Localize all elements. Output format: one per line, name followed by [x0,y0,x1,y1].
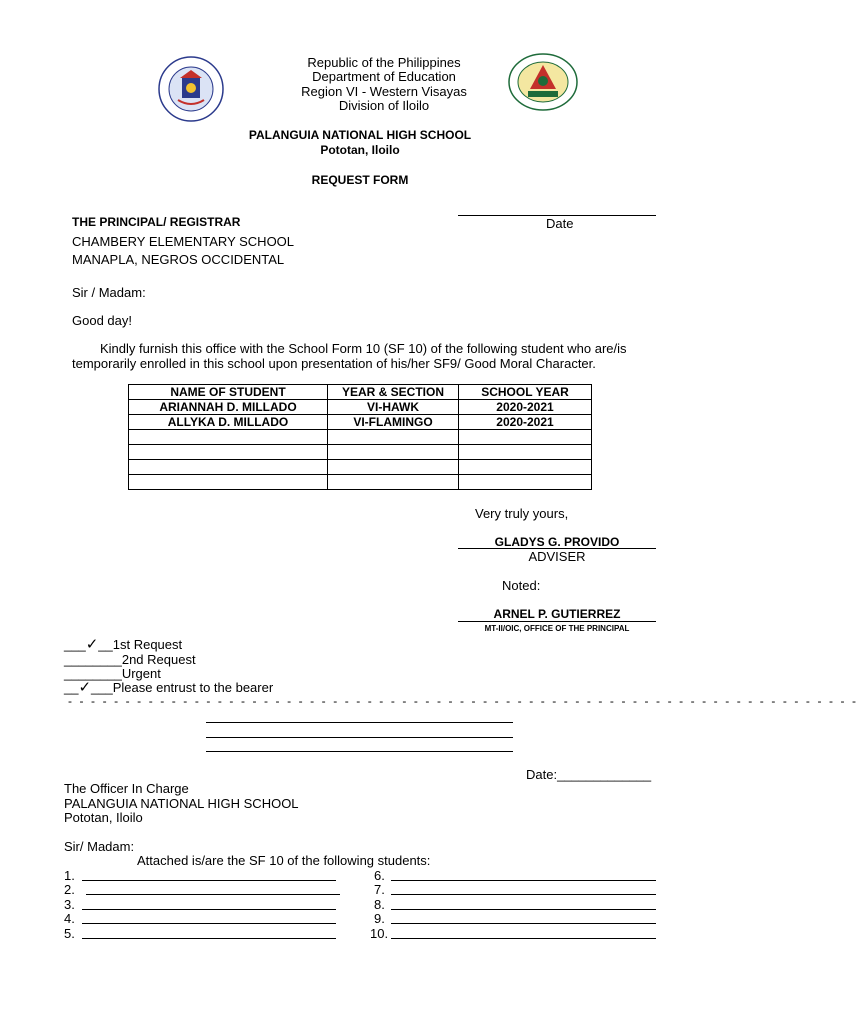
student-name-cell: ALLYKA D. MILLADO [129,415,328,430]
salutation: Sir / Madam: [72,285,146,300]
list-number: 5. [64,926,75,941]
table-row-empty[interactable] [129,475,592,490]
header-republic: Republic of the Philippines [307,55,461,70]
table-header-row [129,385,592,400]
principal-name: ARNEL P. GUTIERREZ [493,607,621,621]
table-row-empty[interactable] [129,445,592,460]
adviser-name: GLADYS G. PROVIDO [494,535,620,549]
addressee-school: CHAMBERY ELEMENTARY SCHOOL [72,234,295,249]
request-entrust-label: ___Please entrust to the bearer [91,680,274,695]
list-number: 9. [374,911,385,926]
student-entry-line[interactable] [82,909,336,910]
checkmark-icon: ✓ [85,635,99,653]
student-entry-line[interactable] [391,938,656,939]
request-second[interactable]: ________2nd Request [64,652,196,667]
student-table [128,384,592,490]
list-number: 1. [64,868,75,883]
adviser-title: ADVISER [528,549,586,564]
column-header-year-section: YEAR & SECTION [328,385,459,400]
request-urgent[interactable]: ________Urgent [64,666,161,681]
addressee-address: MANAPLA, NEGROS OCCIDENTAL [72,252,285,267]
list-number: 10. [370,926,389,941]
noted-label: Noted: [502,578,541,593]
column-header-school-year: SCHOOL YEAR [459,385,592,400]
principal-title: MT-II/OIC, OFFICE OF THE PRINCIPAL [484,624,630,633]
student-entry-line[interactable] [82,880,336,881]
list-number: 8. [374,897,385,912]
list-number: 4. [64,911,75,926]
column-header-name: NAME OF STUDENT [129,385,328,400]
student-entry-line[interactable] [391,923,656,924]
student-name-cell: ARIANNAH D. MILLADO [129,400,328,415]
request-entrust-bearer[interactable] [64,680,273,695]
header-school-name: PALANGUIA NATIONAL HIGH SCHOOL [248,128,472,142]
header-region: Region VI - Western Visayas [301,84,467,99]
reply-date-field[interactable]: Date:_____________ [526,767,652,782]
school-year-cell: 2020-2021 [459,415,592,430]
request-first[interactable] [64,637,182,652]
student-entry-line[interactable] [391,880,656,881]
table-row-empty[interactable] [129,430,592,445]
header-school-location: Pototan, Iloilo [320,143,400,157]
student-entry-line[interactable] [82,923,336,924]
list-number: 3. [64,897,75,912]
valediction: Very truly yours, [475,506,569,521]
year-section-cell: VI-HAWK [328,400,459,415]
date-label: Date [546,216,574,231]
request-entrust-blank: __ [64,680,79,695]
reply-attached-text: Attached is/are the SF 10 of the following students: [137,853,431,868]
year-section-cell: VI-FLAMINGO [328,415,459,430]
request-first-label: __1st Request [98,637,183,652]
table-row-empty[interactable] [129,460,592,475]
header-division: Division of Iloilo [338,98,430,113]
greeting: Good day! [72,313,132,328]
request-first-blank: ___ [64,637,86,652]
reply-officer: The Officer In Charge [64,781,189,796]
form-title: REQUEST FORM [311,173,409,187]
deped-seal-logo [158,56,224,122]
list-number: 6. [374,868,385,883]
student-entry-line[interactable] [391,909,656,910]
blank-line[interactable] [206,722,513,723]
school-year-cell: 2020-2021 [459,400,592,415]
reply-location: Pototan, Iloilo [64,810,143,825]
blank-line[interactable] [206,737,513,738]
addressee-title: THE PRINCIPAL/ REGISTRAR [72,215,241,229]
table-row [129,400,592,415]
checkmark-icon: ✓ [78,678,92,696]
blank-line[interactable] [206,751,513,752]
list-number: 2. [64,882,75,897]
principal-signature-line [458,621,656,622]
letter-body-line-2: temporarily enrolled in this school upon presentation of his/her SF9/ Good Moral Character. [72,356,596,371]
letter-body-line-1: Kindly furnish this office with the School Form 10 (SF 10) of the following student who are/is [100,341,627,356]
cut-line-divider: - - - - - - - - - - - - - - - - - - - - - - - - - - - - - - - - - - - - - - - - - - - - - - - - - - - - - - - - - - - - - - - - - - - - - [68,694,858,708]
header-department: Department of Education [312,69,456,84]
list-number: 7. [374,882,385,897]
student-entry-line[interactable] [391,894,656,895]
student-entry-line[interactable] [86,894,340,895]
table-row [129,415,592,430]
reply-salutation: Sir/ Madam: [64,839,135,854]
reply-school: PALANGUIA NATIONAL HIGH SCHOOL [64,796,299,811]
student-entry-line[interactable] [82,938,336,939]
